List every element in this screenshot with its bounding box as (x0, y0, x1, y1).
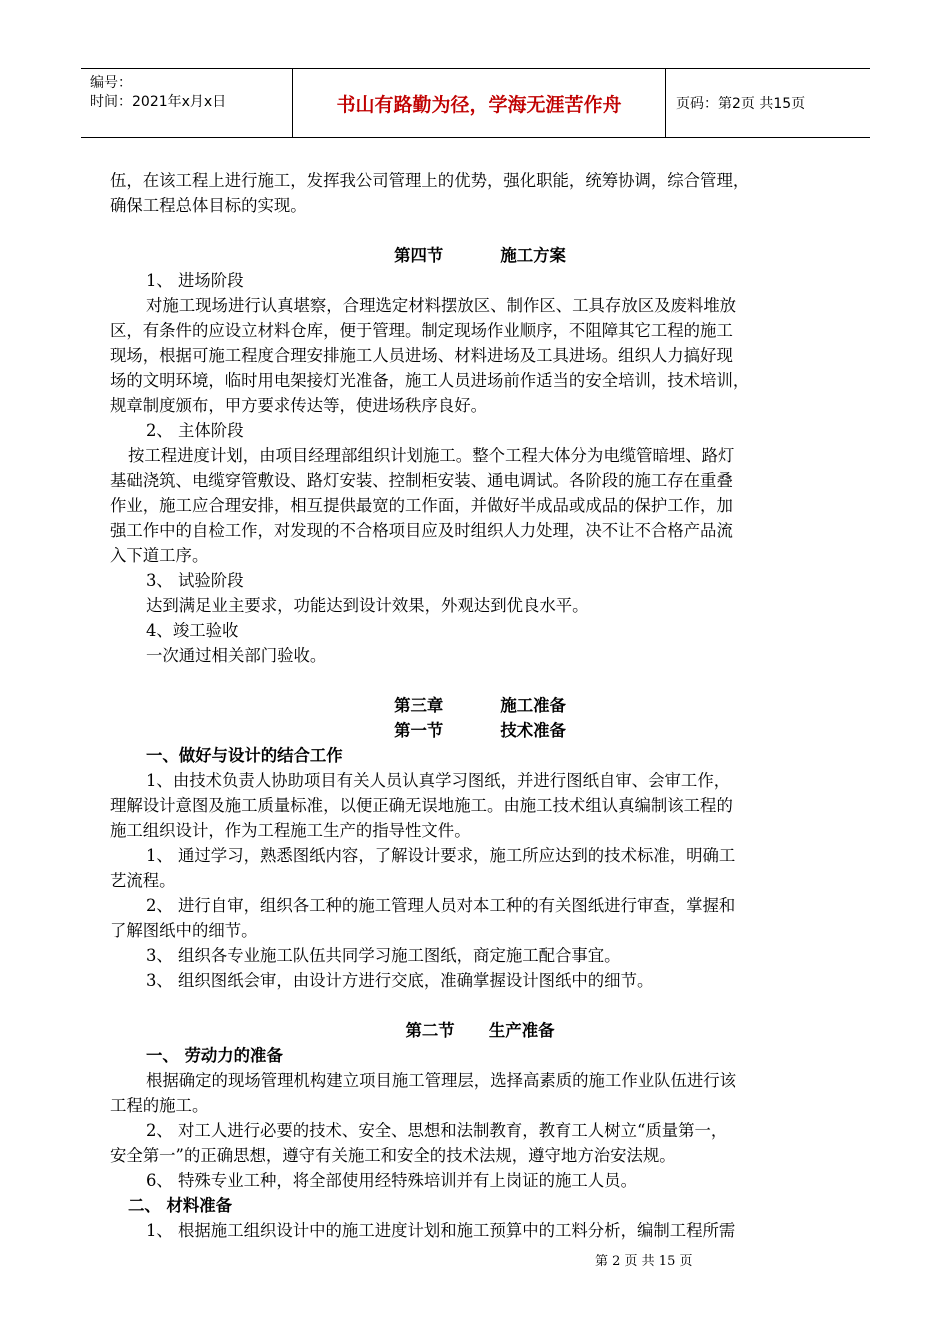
body-line: 确保工程总体目标的实现。 (110, 196, 307, 215)
body-line: 根据确定的现场管理机构建立项目施工管理层，选择高素质的施工作业队伍进行该 (146, 1071, 737, 1090)
sub-heading: 一、 劳动力的准备 (146, 1046, 283, 1065)
sub-heading: 一、做好与设计的结合工作 (146, 746, 343, 765)
body-line: 区，有条件的应设立材料仓库，便于管理。制定现场作业顺序，不阻障其它工程的施工 (110, 321, 733, 340)
document-number: 编号： (90, 75, 132, 91)
body-line: 对施工现场进行认真堪察，合理选定材料摆放区、制作区、工具存放区及废料堆放 (146, 296, 737, 315)
body-line: 1、 通过学习，熟悉图纸内容，了解设计要求，施工所应达到的技术标准，明确工 (146, 846, 736, 865)
sub-heading: 4、竣工验收 (146, 621, 239, 640)
body-line: 施工组织设计，作为工程施工生产的指导性文件。 (110, 821, 471, 840)
header-motto: 书山有路勤为径，学海无涯苦作舟 (293, 69, 666, 137)
body-line: 2、 进行自审，组织各工种的施工管理人员对本工种的有关图纸进行审查，掌握和 (146, 896, 736, 915)
page-header (81, 68, 870, 138)
body-line: 6、 特殊专业工种，将全部使用经特殊培训并有上岗证的施工人员。 (146, 1171, 637, 1190)
sub-heading: 3、 试验阶段 (146, 571, 244, 590)
body-line: 达到满足业主要求，功能达到设计效果，外观达到优良水平。 (146, 596, 589, 615)
section-heading: 第二节 生产准备 (405, 1021, 555, 1040)
body-line: 规章制度颁布，甲方要求传达等，使进场秩序良好。 (110, 396, 487, 415)
body-line: 安全第一”的正确思想，遵守有关施工和安全的技术法规，遵守地方治安法规。 (110, 1146, 676, 1165)
header-page-number: 页码：第2页 共15页 (676, 96, 806, 112)
chapter-heading: 第三章 施工准备 (394, 696, 566, 715)
body-line: 作业，施工应合理安排，相互提供最宽的工作面，并做好半成品或成品的保护工作，加 (110, 496, 733, 515)
body-line: 了解图纸中的细节。 (110, 921, 258, 940)
body-line: 伍，在该工程上进行施工，发挥我公司管理上的优势，强化职能，统筹协调，综合管理， (110, 171, 750, 190)
body-line: 艺流程。 (110, 871, 176, 890)
body-line: 基础浇筑、电缆穿管敷设、路灯安装、控制柜安装、通电调试。各阶段的施工存在重叠 (110, 471, 733, 490)
body-line: 现场，根据可施工程度合理安排施工人员进场、材料进场及工具进场。组织人力搞好现 (110, 346, 733, 365)
body-line: 3、 组织各专业施工队伍共同学习施工图纸，商定施工配合事宜。 (146, 946, 621, 965)
document-date: 时间：2021年x月x日 (90, 94, 227, 110)
sub-heading: 二、 材料准备 (128, 1196, 233, 1215)
sub-heading: 1、 进场阶段 (146, 271, 244, 290)
body-line: 按工程进度计划，由项目经理部组织计划施工。整个工程大体分为电缆管暗埋、路灯 (128, 446, 735, 465)
header-meta (81, 69, 293, 137)
body-line: 理解设计意图及施工质量标准，以便正确无误地施工。由施工技术组认真编制该工程的 (110, 796, 733, 815)
body-line: 3、 组织图纸会审，由设计方进行交底，准确掌握设计图纸中的细节。 (146, 971, 654, 990)
body-line: 强工作中的自检工作，对发现的不合格项目应及时组织人力处理，决不让不合格产品流 (110, 521, 733, 540)
body-line: 工程的施工。 (110, 1096, 209, 1115)
body-line: 2、 对工人进行必要的技术、安全、思想和法制教育，教育工人树立“质量第一， (146, 1121, 728, 1140)
sub-heading: 2、 主体阶段 (146, 421, 244, 440)
page-footer: 第 2 页 共 15 页 (595, 1254, 693, 1269)
body-line: 1、 根据施工组织设计中的施工进度计划和施工预算中的工料分析，编制工程所需 (146, 1221, 736, 1240)
section-heading: 第一节 技术准备 (394, 721, 566, 740)
body-line: 1、由技术负责人协助项目有关人员认真学习图纸，并进行图纸自审、会审工作， (146, 771, 731, 790)
body-line: 入下道工序。 (110, 546, 209, 565)
body-line: 场的文明环境，临时用电架接灯光准备，施工人员进场前作适当的安全培训，技术培训， (110, 371, 750, 390)
section-heading: 第四节 施工方案 (394, 246, 566, 265)
body-line: 一次通过相关部门验收。 (146, 646, 327, 665)
